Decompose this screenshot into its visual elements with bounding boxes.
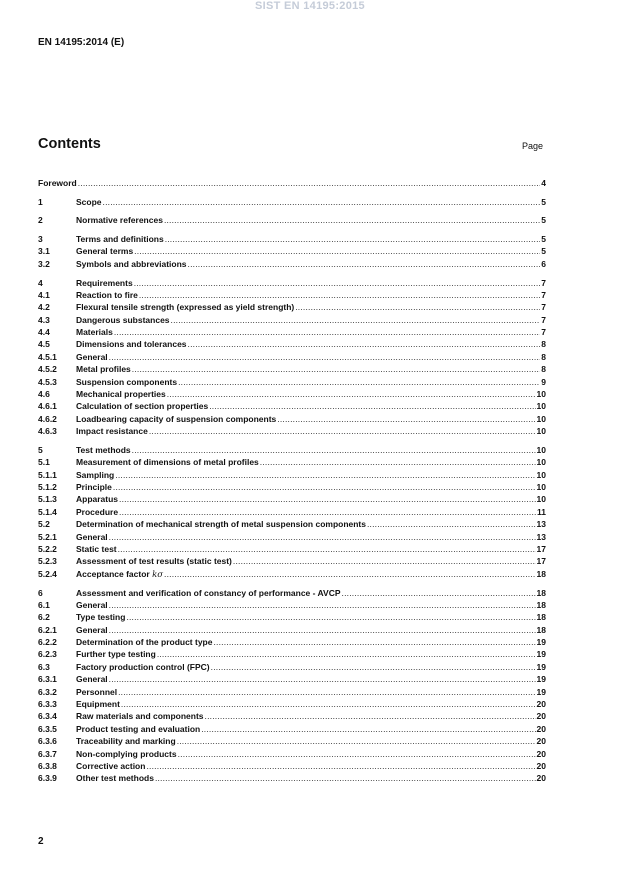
toc-entry-title-text: Raw materials and components — [76, 711, 204, 722]
toc-leader-dots — [155, 772, 536, 784]
toc-entry-number: 6.3.1 — [38, 674, 57, 685]
toc-entry[interactable] — [38, 233, 546, 245]
toc-entry[interactable] — [38, 277, 546, 289]
toc-leader-dots — [114, 326, 540, 338]
toc-entry-page: 10 — [536, 401, 546, 412]
toc-entry-title-text: Apparatus — [76, 494, 119, 505]
toc-entry[interactable] — [38, 493, 546, 505]
toc-entry-title[interactable] — [76, 444, 131, 456]
toc-entry-page: 11 — [537, 506, 546, 517]
toc-entry-number: 4.6.3 — [38, 426, 57, 437]
toc-entry-number: 5.2.3 — [38, 556, 57, 567]
toc-entry-page: 18 — [536, 587, 546, 598]
toc-entry-number: 5.2.2 — [38, 544, 57, 555]
toc-entry-title-text: General — [76, 674, 108, 685]
toc-entry-number: 6.2.2 — [38, 637, 57, 648]
toc-entry-page: 10 — [536, 426, 546, 437]
toc-entry-title-text: Calculation of section properties — [76, 401, 209, 412]
toc-entry[interactable] — [38, 587, 546, 599]
toc-entry-page: 7 — [541, 277, 546, 288]
toc-entry-page: 20 — [536, 760, 546, 771]
toc-entry-title[interactable] — [76, 748, 177, 760]
toc-entry-title-text: Normative references — [76, 215, 163, 226]
toc-entry-number: 6.3.3 — [38, 699, 57, 710]
toc-entry[interactable] — [38, 599, 546, 611]
toc-leader-dots — [157, 648, 536, 660]
toc-entry-page: 19 — [536, 674, 546, 685]
toc-entry-page: 10 — [536, 482, 546, 493]
toc-entry-title-text: Determination of mechanical strength of metal suspension components — [76, 519, 366, 530]
toc-entry-title[interactable] — [76, 289, 138, 301]
toc-leader-dots — [109, 351, 541, 363]
toc-entry-title-text: Measurement of dimensions of metal profiles — [76, 457, 259, 468]
toc-entry-title-text: Traceability and marking — [76, 736, 176, 747]
toc-entry-page: 20 — [536, 748, 546, 759]
toc-entry-title[interactable] — [76, 599, 108, 611]
toc-entry-title[interactable] — [76, 710, 204, 722]
toc-entry-title[interactable] — [76, 413, 276, 425]
toc-entry[interactable] — [38, 531, 546, 543]
toc-leader-dots — [188, 338, 541, 350]
toc-entry-title-text: Determination of the product type — [76, 637, 213, 648]
toc-entry-title[interactable] — [76, 624, 108, 636]
toc-leader-dots — [201, 723, 535, 735]
toc-entry-title-text: Mechanical properties — [76, 389, 166, 400]
toc-entry-page: 20 — [536, 723, 546, 734]
toc-leader-dots — [103, 196, 541, 208]
toc-entry-page: 13 — [536, 531, 546, 542]
toc-entry[interactable] — [38, 376, 546, 388]
toc-leader-dots — [118, 686, 535, 698]
toc-entry-title[interactable] — [76, 469, 114, 481]
toc-entry[interactable] — [38, 518, 546, 530]
toc-entry[interactable] — [38, 351, 546, 363]
toc-entry-title[interactable] — [76, 481, 112, 493]
toc-entry[interactable] — [38, 760, 546, 772]
toc-entry-page: 10 — [536, 389, 546, 400]
toc-entry-title-text: Assessment and verification of constancy of performance - AVCP — [76, 587, 341, 598]
toc-entry-title[interactable] — [76, 214, 163, 226]
toc-entry-title-text: Principle — [76, 482, 112, 493]
toc-entry-title[interactable] — [76, 493, 118, 505]
toc-entry[interactable] — [38, 456, 546, 468]
toc-entry-title[interactable] — [76, 772, 154, 784]
toc-entry-number: 6.3 — [38, 661, 50, 672]
toc-entry[interactable] — [38, 214, 546, 226]
toc-entry-page: 7 — [541, 289, 546, 300]
toc-entry-page: 7 — [541, 302, 546, 313]
toc-leader-dots — [139, 289, 540, 301]
toc-entry-title-text: Further type testing — [76, 649, 156, 660]
toc-entry-title[interactable] — [76, 648, 156, 660]
toc-entry-page: 10 — [536, 413, 546, 424]
toc-entry-page: 8 — [541, 339, 546, 350]
toc-entry[interactable] — [38, 363, 546, 375]
toc-entry-title-text: Metal profiles — [76, 364, 131, 375]
toc-leader-dots — [109, 531, 536, 543]
toc-entry-title[interactable] — [76, 400, 208, 412]
toc-entry-title[interactable] — [76, 363, 131, 375]
toc-entry-title[interactable] — [76, 258, 187, 270]
toc-leader-dots — [167, 388, 536, 400]
toc-entry-number: 5.1.2 — [38, 482, 57, 493]
toc-leader-dots — [119, 506, 536, 518]
toc-entry-page: 18 — [536, 624, 546, 635]
toc-entry-title-text: General — [76, 599, 108, 610]
toc-entry-number: 6.3.4 — [38, 711, 57, 722]
toc-entry[interactable] — [38, 748, 546, 760]
toc-entry-page: 19 — [536, 661, 546, 672]
toc-entry-title[interactable] — [76, 568, 163, 581]
toc-leader-dots — [178, 748, 536, 760]
toc-entry[interactable] — [38, 481, 546, 493]
toc-entry-number: 1 — [38, 196, 43, 207]
toc-entry-title-text: Flexural tensile strength (expressed as yield strength) — [76, 302, 295, 313]
toc-entry-title-text: Corrective action — [76, 760, 146, 771]
toc-entry-title[interactable] — [76, 277, 133, 289]
toc-entry-title-text: Impact resistance — [76, 426, 148, 437]
toc-leader-dots — [149, 425, 536, 437]
acceptance-factor-symbol: kσ — [152, 569, 164, 580]
toc-entry-page: 5 — [541, 215, 546, 226]
toc-entry-title[interactable] — [76, 636, 212, 648]
toc-entry-number: 4.4 — [38, 327, 50, 338]
toc-entry-page: 4 — [541, 178, 546, 188]
toc-entry-title-text: Personnel — [76, 686, 118, 697]
page-number: 2 — [38, 836, 44, 847]
toc-entry-page: 9 — [541, 376, 546, 387]
toc-leader-dots — [132, 444, 536, 456]
toc-leader-dots — [115, 469, 535, 481]
toc-entry-title[interactable] — [76, 543, 117, 555]
toc-entry[interactable] — [38, 258, 546, 270]
toc-entry[interactable] — [38, 388, 546, 400]
toc-entry-page: 6 — [541, 258, 546, 269]
toc-entry[interactable] — [38, 444, 546, 456]
toc-entry-title-text: Other test methods — [76, 773, 154, 784]
toc-entry[interactable] — [38, 326, 546, 338]
toc-entry[interactable] — [38, 723, 546, 735]
watermark: SIST EN 14195:2015 — [255, 0, 365, 12]
toc-entry-page: 17 — [536, 556, 546, 567]
toc-leader-dots — [146, 760, 535, 772]
toc-entry[interactable] — [38, 661, 546, 673]
toc-entry-page: 18 — [536, 599, 546, 610]
toc-entry-title-text: General — [76, 531, 108, 542]
toc-entry-title[interactable] — [76, 301, 294, 313]
toc-entry[interactable] — [38, 611, 546, 623]
toc-entry-title-text: General — [76, 351, 108, 362]
toc-entry-title-text: Loadbearing capacity of suspension components — [76, 413, 277, 424]
toc-leader-dots — [109, 599, 536, 611]
toc-entry-title-text: Suspension components — [76, 376, 178, 387]
toc-leader-dots — [164, 214, 540, 226]
standard-id: EN 14195:2014 (E) — [38, 37, 125, 48]
toc-entry-page: 20 — [536, 699, 546, 710]
toc-leader-dots — [367, 518, 536, 530]
toc-entry-title[interactable] — [76, 760, 145, 772]
toc-entry-title-text: Procedure — [76, 506, 119, 517]
toc-entry-page: 19 — [536, 637, 546, 648]
toc-entry-number: 4.2 — [38, 302, 50, 313]
toc-entry-page: 5 — [541, 196, 546, 207]
toc-entry[interactable] — [38, 710, 546, 722]
toc-entry-page: 19 — [536, 686, 546, 697]
toc-entry-number: 3 — [38, 234, 43, 245]
toc-entry[interactable] — [38, 555, 546, 567]
toc-entry-title[interactable] — [76, 723, 200, 735]
toc-leader-dots — [277, 413, 535, 425]
toc-entry-number: 4.5.2 — [38, 364, 57, 375]
toc-entry-title-text: Non-complying products — [76, 748, 177, 759]
toc-entry-title[interactable] — [76, 245, 133, 257]
toc-entry-title[interactable] — [76, 555, 232, 567]
toc-entry-page: 18 — [536, 612, 546, 623]
toc-entry-title-text: Foreword — [38, 178, 77, 188]
toc-entry-title[interactable] — [38, 177, 77, 189]
toc-entry[interactable] — [38, 636, 546, 648]
toc-entry[interactable] — [38, 673, 546, 685]
toc-entry-title-text: Sampling — [76, 469, 115, 480]
toc-entry-page: 5 — [541, 246, 546, 257]
toc-leader-dots — [211, 661, 536, 673]
toc-leader-dots — [78, 177, 541, 189]
toc-entry-number: 6 — [38, 587, 43, 598]
toc-entry-page: 5 — [541, 234, 546, 245]
toc-leader-dots — [295, 301, 540, 313]
toc-entry-number: 5.1.1 — [38, 469, 57, 480]
toc-entry-title-text: Dimensions and tolerances — [76, 339, 187, 350]
toc-entry-number: 4.6.2 — [38, 413, 57, 424]
toc-entry-title[interactable] — [76, 351, 108, 363]
toc-entry-number: 6.2.1 — [38, 624, 57, 635]
toc-entry[interactable] — [38, 301, 546, 313]
toc-entry-number: 5.2 — [38, 519, 50, 530]
toc-entry-title-text: Assessment of test results (static test) — [76, 556, 232, 567]
toc-leader-dots — [134, 277, 541, 289]
toc-entry-title-text: Terms and definitions — [76, 234, 164, 245]
toc-leader-dots — [171, 314, 541, 326]
toc-entry-title[interactable] — [76, 376, 177, 388]
toc-entry[interactable] — [38, 469, 546, 481]
toc-leader-dots — [342, 587, 536, 599]
toc-entry-title-text: Scope — [76, 196, 102, 207]
toc-entry-number: 6.3.7 — [38, 748, 57, 759]
toc-entry-title-text: Static test — [76, 544, 117, 555]
toc-entry-page: 20 — [536, 711, 546, 722]
toc-entry-number: 4 — [38, 277, 43, 288]
toc-entry-number: 5.2.1 — [38, 531, 57, 542]
toc-entry[interactable] — [38, 338, 546, 350]
toc-entry-page: 20 — [536, 736, 546, 747]
toc-entry[interactable] — [38, 314, 546, 326]
toc-entry-number: 5 — [38, 444, 43, 455]
toc-entry-page: 7 — [541, 327, 546, 338]
page-column-label: Page — [522, 141, 544, 151]
toc-entry-page: 18 — [536, 568, 546, 579]
toc-entry-page: 13 — [536, 519, 546, 530]
toc-entry-title[interactable] — [76, 587, 341, 599]
toc-entry[interactable] — [38, 568, 546, 580]
toc-entry-number: 6.2 — [38, 612, 50, 623]
toc-entry-title[interactable] — [76, 425, 148, 437]
toc-entry-title[interactable] — [76, 506, 118, 518]
toc-entry-title-text: General terms — [76, 246, 134, 257]
toc-entry-title[interactable] — [76, 233, 164, 245]
toc-entry-number: 4.5.1 — [38, 351, 57, 362]
toc-entry-number: 4.6 — [38, 389, 50, 400]
toc-leader-dots — [209, 400, 535, 412]
toc-entry[interactable] — [38, 772, 546, 784]
toc-entry-number: 6.1 — [38, 599, 50, 610]
toc-leader-dots — [178, 376, 540, 388]
toc-entry-title-text: Acceptance factor — [76, 568, 150, 579]
toc-entry-title[interactable] — [76, 735, 176, 747]
toc-entry-number: 4.3 — [38, 314, 50, 325]
toc-entry-number: 6.2.3 — [38, 649, 57, 660]
toc-entry-number: 4.5.3 — [38, 376, 57, 387]
toc-entry-page: 8 — [541, 351, 546, 362]
toc-entry-title[interactable] — [76, 388, 166, 400]
toc-entry-page: 17 — [536, 544, 546, 555]
toc-leader-dots — [118, 543, 536, 555]
toc-entry-title-text: Equipment — [76, 699, 120, 710]
toc-leader-dots — [233, 555, 536, 567]
toc-entry-title[interactable] — [76, 314, 170, 326]
toc-entry-page: 8 — [541, 364, 546, 375]
toc-entry-title-text: Type testing — [76, 612, 126, 623]
toc-entry-title[interactable] — [76, 196, 102, 208]
toc-entry-title[interactable] — [76, 686, 117, 698]
toc-entry-number: 3.1 — [38, 246, 50, 257]
toc-entry-number: 5.1.4 — [38, 506, 57, 517]
toc-entry[interactable] — [38, 543, 546, 555]
toc-entry[interactable] — [38, 698, 546, 710]
toc-leader-dots — [126, 611, 535, 623]
toc-leader-dots — [164, 568, 536, 580]
table-of-contents — [38, 177, 546, 785]
toc-entry[interactable] — [38, 245, 546, 257]
toc-leader-dots — [119, 493, 535, 505]
toc-entry-title[interactable] — [76, 673, 108, 685]
toc-leader-dots — [113, 481, 536, 493]
toc-entry-title-text: Symbols and abbreviations — [76, 258, 187, 269]
toc-entry-title[interactable] — [76, 326, 113, 338]
toc-entry[interactable] — [38, 400, 546, 412]
toc-entry-title[interactable] — [76, 518, 366, 530]
toc-entry-number: 3.2 — [38, 258, 50, 269]
toc-entry-number: 6.3.9 — [38, 773, 57, 784]
toc-entry-title-text: General — [76, 624, 108, 635]
toc-leader-dots — [177, 735, 536, 747]
toc-leader-dots — [109, 624, 536, 636]
toc-entry-page: 10 — [536, 457, 546, 468]
toc-entry-title[interactable] — [76, 698, 120, 710]
toc-entry-title-text: Test methods — [76, 444, 131, 455]
toc-leader-dots — [134, 245, 540, 257]
toc-entry-number: 5.1.3 — [38, 494, 57, 505]
toc-entry-page: 10 — [536, 494, 546, 505]
toc-leader-dots — [205, 710, 536, 722]
toc-entry-number: 4.6.1 — [38, 401, 57, 412]
toc-entry-number: 6.3.6 — [38, 736, 57, 747]
toc-leader-dots — [109, 673, 536, 685]
toc-entry-number: 5.2.4 — [38, 568, 57, 579]
toc-entry[interactable] — [38, 425, 546, 437]
toc-leader-dots — [213, 636, 535, 648]
toc-entry-title-text: Dangerous substances — [76, 314, 170, 325]
toc-entry-page: 7 — [541, 314, 546, 325]
toc-entry-page: 10 — [536, 469, 546, 480]
toc-entry-title-text: Factory production control (FPC) — [76, 661, 210, 672]
toc-entry-title[interactable] — [76, 338, 187, 350]
toc-leader-dots — [121, 698, 536, 710]
toc-entry-title-text: Materials — [76, 327, 113, 338]
toc-entry[interactable] — [38, 686, 546, 698]
toc-entry[interactable] — [38, 196, 546, 208]
toc-entry-page: 10 — [536, 444, 546, 455]
toc-leader-dots — [165, 233, 541, 245]
toc-leader-dots — [260, 456, 536, 468]
toc-entry[interactable] — [38, 289, 546, 301]
toc-entry-number: 6.3.8 — [38, 760, 57, 771]
toc-entry-title[interactable] — [76, 456, 259, 468]
toc-entry[interactable] — [38, 506, 546, 518]
toc-leader-dots — [188, 258, 541, 270]
toc-leader-dots — [132, 363, 540, 375]
toc-entry-title[interactable] — [76, 661, 210, 673]
toc-entry-number: 5.1 — [38, 457, 50, 468]
toc-entry-number: 2 — [38, 215, 43, 226]
toc-entry-number: 6.3.5 — [38, 723, 57, 734]
toc-entry-title-text: Requirements — [76, 277, 133, 288]
toc-entry-number: 6.3.2 — [38, 686, 57, 697]
toc-entry-number: 4.5 — [38, 339, 50, 350]
toc-entry[interactable] — [38, 648, 546, 660]
toc-entry-page: 20 — [536, 773, 546, 784]
toc-entry-title[interactable] — [76, 611, 125, 623]
toc-entry[interactable] — [38, 413, 546, 425]
toc-entry-title[interactable] — [76, 531, 108, 543]
toc-entry-page: 19 — [536, 649, 546, 660]
toc-entry[interactable] — [38, 177, 546, 189]
toc-entry[interactable] — [38, 735, 546, 747]
toc-entry-number: 4.1 — [38, 289, 50, 300]
toc-entry-title-text: Product testing and evaluation — [76, 723, 201, 734]
page-title: Contents — [38, 136, 101, 152]
toc-entry-title-text: Reaction to fire — [76, 289, 138, 300]
toc-entry[interactable] — [38, 624, 546, 636]
